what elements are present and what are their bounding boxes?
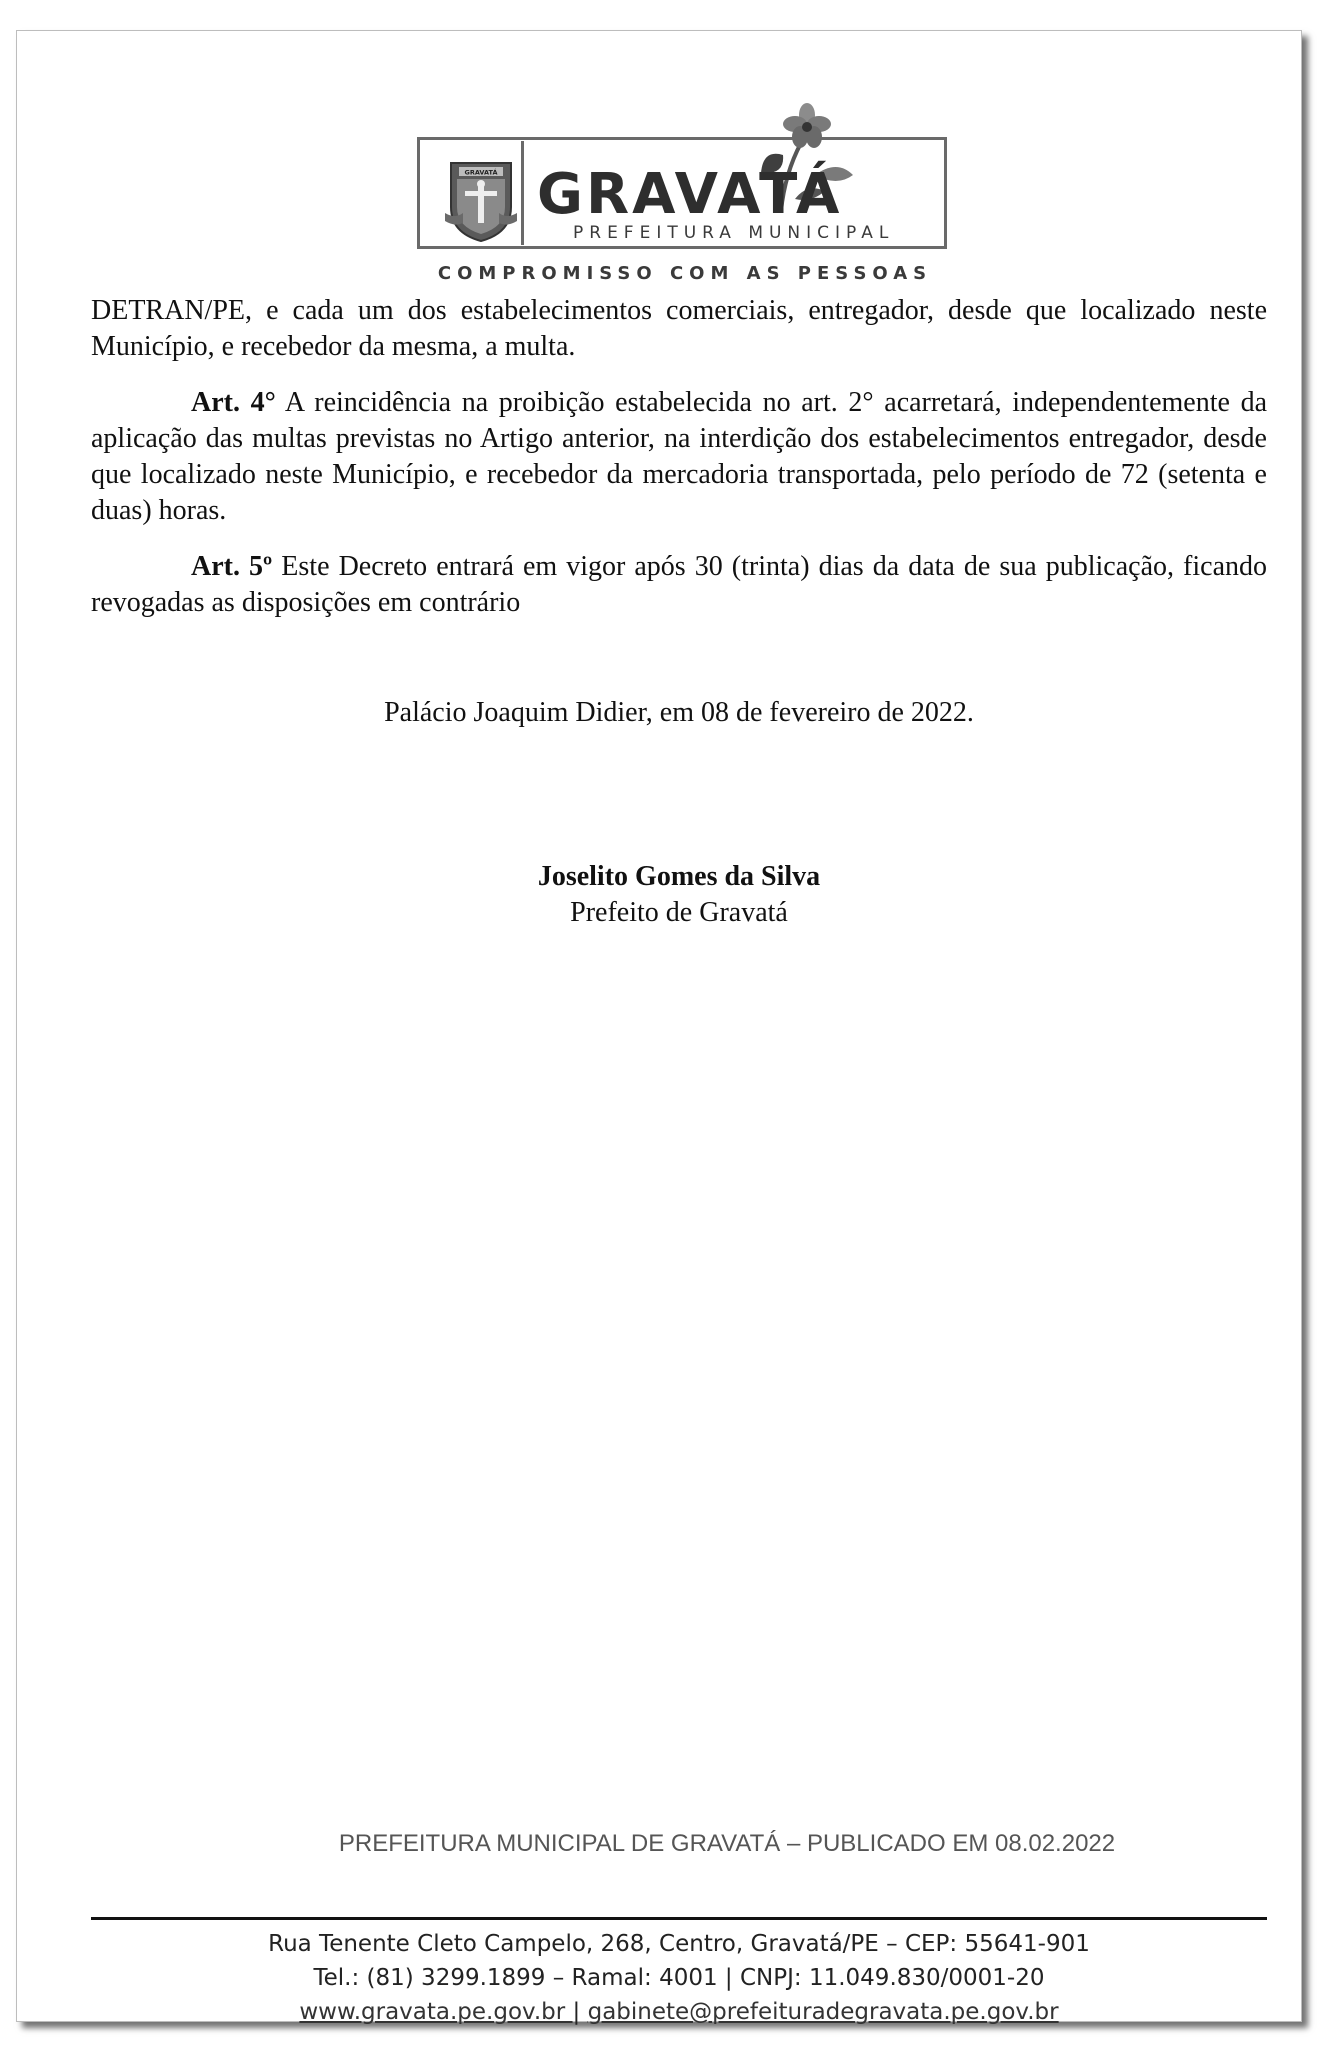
- signer-title: Prefeito de Gravatá: [570, 897, 788, 928]
- article-4-text: A reincidência na proibição estabelecida no art. 2° acarretará, independentemente da aplicação das multas previstas no Artigo anterior, na interdição dos estabelecimentos entregador, desde que localizado neste Município, e recebedor da mercadoria transportada, pelo período de 72 (setenta e duas) horas.: [91, 387, 1268, 526]
- email-link[interactable]: gabinete@prefeituradegravata.pe.gov.br: [587, 1999, 1059, 2025]
- footer-separator: |: [572, 1999, 581, 2025]
- logo-divider: [521, 141, 524, 245]
- logo-name: GRAVATÁ: [537, 162, 843, 227]
- footer-address: Rua Tenente Cleto Campelo, 268, Centro, Gravatá/PE – CEP: 55641-901: [268, 1931, 1090, 1957]
- footer-links: [91, 1997, 1267, 2027]
- logo-slogan: COMPROMISSO COM AS PESSOAS: [437, 263, 933, 284]
- footer-phone: Tel.: (81) 3299.1899 – Ramal: 4001 | CNPJ: 11.049.830/0001-20: [313, 1965, 1045, 1991]
- article-4: [91, 385, 1267, 529]
- article-5: [91, 549, 1267, 621]
- crest-label: GRAVATÁ: [464, 168, 498, 177]
- website-link[interactable]: www.gravata.pe.gov.br: [299, 1999, 573, 2025]
- document-page: [16, 30, 1302, 2025]
- article-4-label: Art. 4°: [191, 387, 276, 418]
- logo-subtitle: PREFEITURA MUNICIPAL: [573, 223, 895, 243]
- article-5-label: Art. 5º: [191, 551, 273, 582]
- signer-name: Joselito Gomes da Silva: [537, 861, 821, 892]
- publication-note: PREFEITURA MUNICIPAL DE GRAVATÁ – PUBLICADO EM 08.02.2022: [338, 1830, 1116, 1857]
- article-5-text: Este Decreto entrará em vigor após 30 (trinta) dias da data de sua publicação, ficando revogadas as disposições em contrário: [91, 551, 1267, 618]
- place-date: Palácio Joaquim Didier, em 08 de fevereiro de 2022.: [384, 697, 974, 728]
- municipal-crest-icon: [443, 157, 519, 243]
- paragraph-continuation: DETRAN/PE, e cada um dos estabelecimentos comerciais, entregador, desde que localizado neste Município, e recebedor da mesma, a multa.: [91, 295, 1267, 362]
- header-logo: [403, 107, 959, 297]
- footer-rule: [91, 1917, 1267, 1920]
